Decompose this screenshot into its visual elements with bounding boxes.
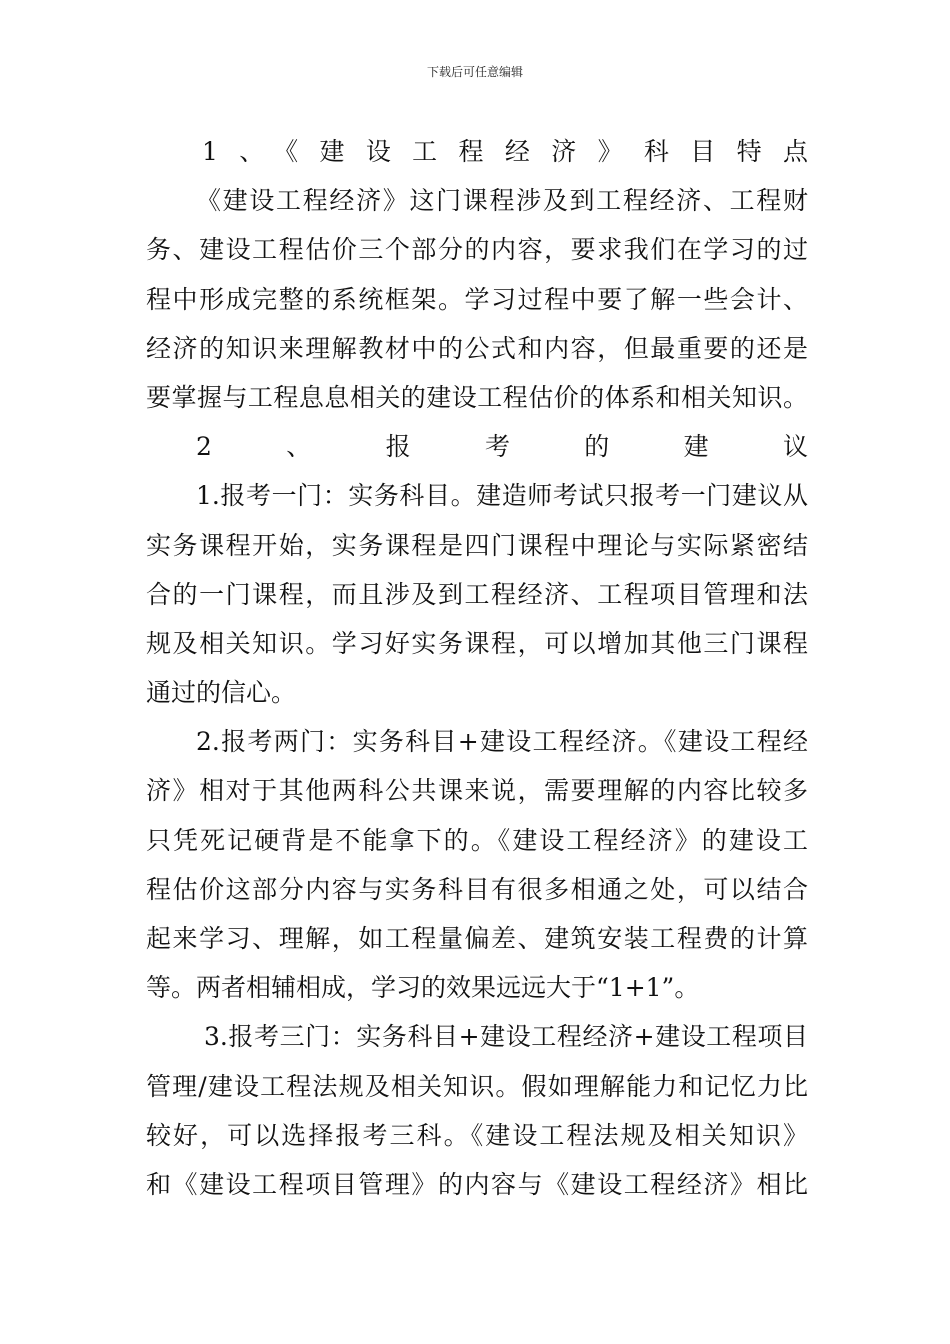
text-line: 实务课程开始，实务课程是四门课程中理论与实际紧密结 xyxy=(146,530,808,560)
text-line: 程中形成完整的系统框架。学习过程中要了解一些会计、 xyxy=(146,284,808,314)
section-heading-2: 2、报考的建议 xyxy=(196,432,808,462)
section-heading-1: 1、《建设工程经济》科目特点 xyxy=(202,137,808,166)
text-line: 2.报考两门：实务科目+建设工程经济。《建设工程经 xyxy=(196,727,808,757)
text-line: 等。两者相辅相成，学习的效果远远大于“1+1”。 xyxy=(146,973,700,1003)
text-line: 较好，可以选择报考三科。《建设工程法规及相关知识》 xyxy=(146,1120,808,1150)
text-line: 合的一门课程，而且涉及到工程经济、工程项目管理和法 xyxy=(146,579,808,609)
text-line: 3.报考三门：实务科目+建设工程经济+建设工程项目 xyxy=(204,1022,808,1052)
text-line: 济》相对于其他两科公共课来说，需要理解的内容比较多 xyxy=(146,776,808,806)
text-line: 只凭死记硬背是不能拿下的。《建设工程经济》的建设工 xyxy=(146,825,808,855)
text-line: 《建设工程经济》这门课程涉及到工程经济、工程财 xyxy=(196,186,808,216)
text-line: 规及相关知识。学习好实务课程，可以增加其他三门课程 xyxy=(146,628,808,658)
text-line: 1.报考一门：实务科目。建造师考试只报考一门建议从 xyxy=(196,481,808,511)
document-body xyxy=(146,127,808,1209)
text-line: 起来学习、理解，如工程量偏差、建筑安装工程费的计算 xyxy=(146,924,808,953)
text-line: 管理/建设工程法规及相关知识。假如理解能力和记忆力比 xyxy=(146,1071,808,1101)
text-line: 要掌握与工程息息相关的建设工程估价的体系和相关知识。 xyxy=(146,382,808,412)
page-header: 下载后可任意编辑 xyxy=(426,65,523,79)
text-line: 和《建设工程项目管理》的内容与《建设工程经济》相比 xyxy=(146,1169,808,1199)
text-line: 程估价这部分内容与实务科目有很多相通之处，可以结合 xyxy=(146,874,808,904)
text-line: 经济的知识来理解教材中的公式和内容，但最重要的还是 xyxy=(146,333,808,363)
text-line: 通过的信心。 xyxy=(146,678,297,708)
text-line: 务、建设工程估价三个部分的内容，要求我们在学习的过 xyxy=(146,235,808,265)
